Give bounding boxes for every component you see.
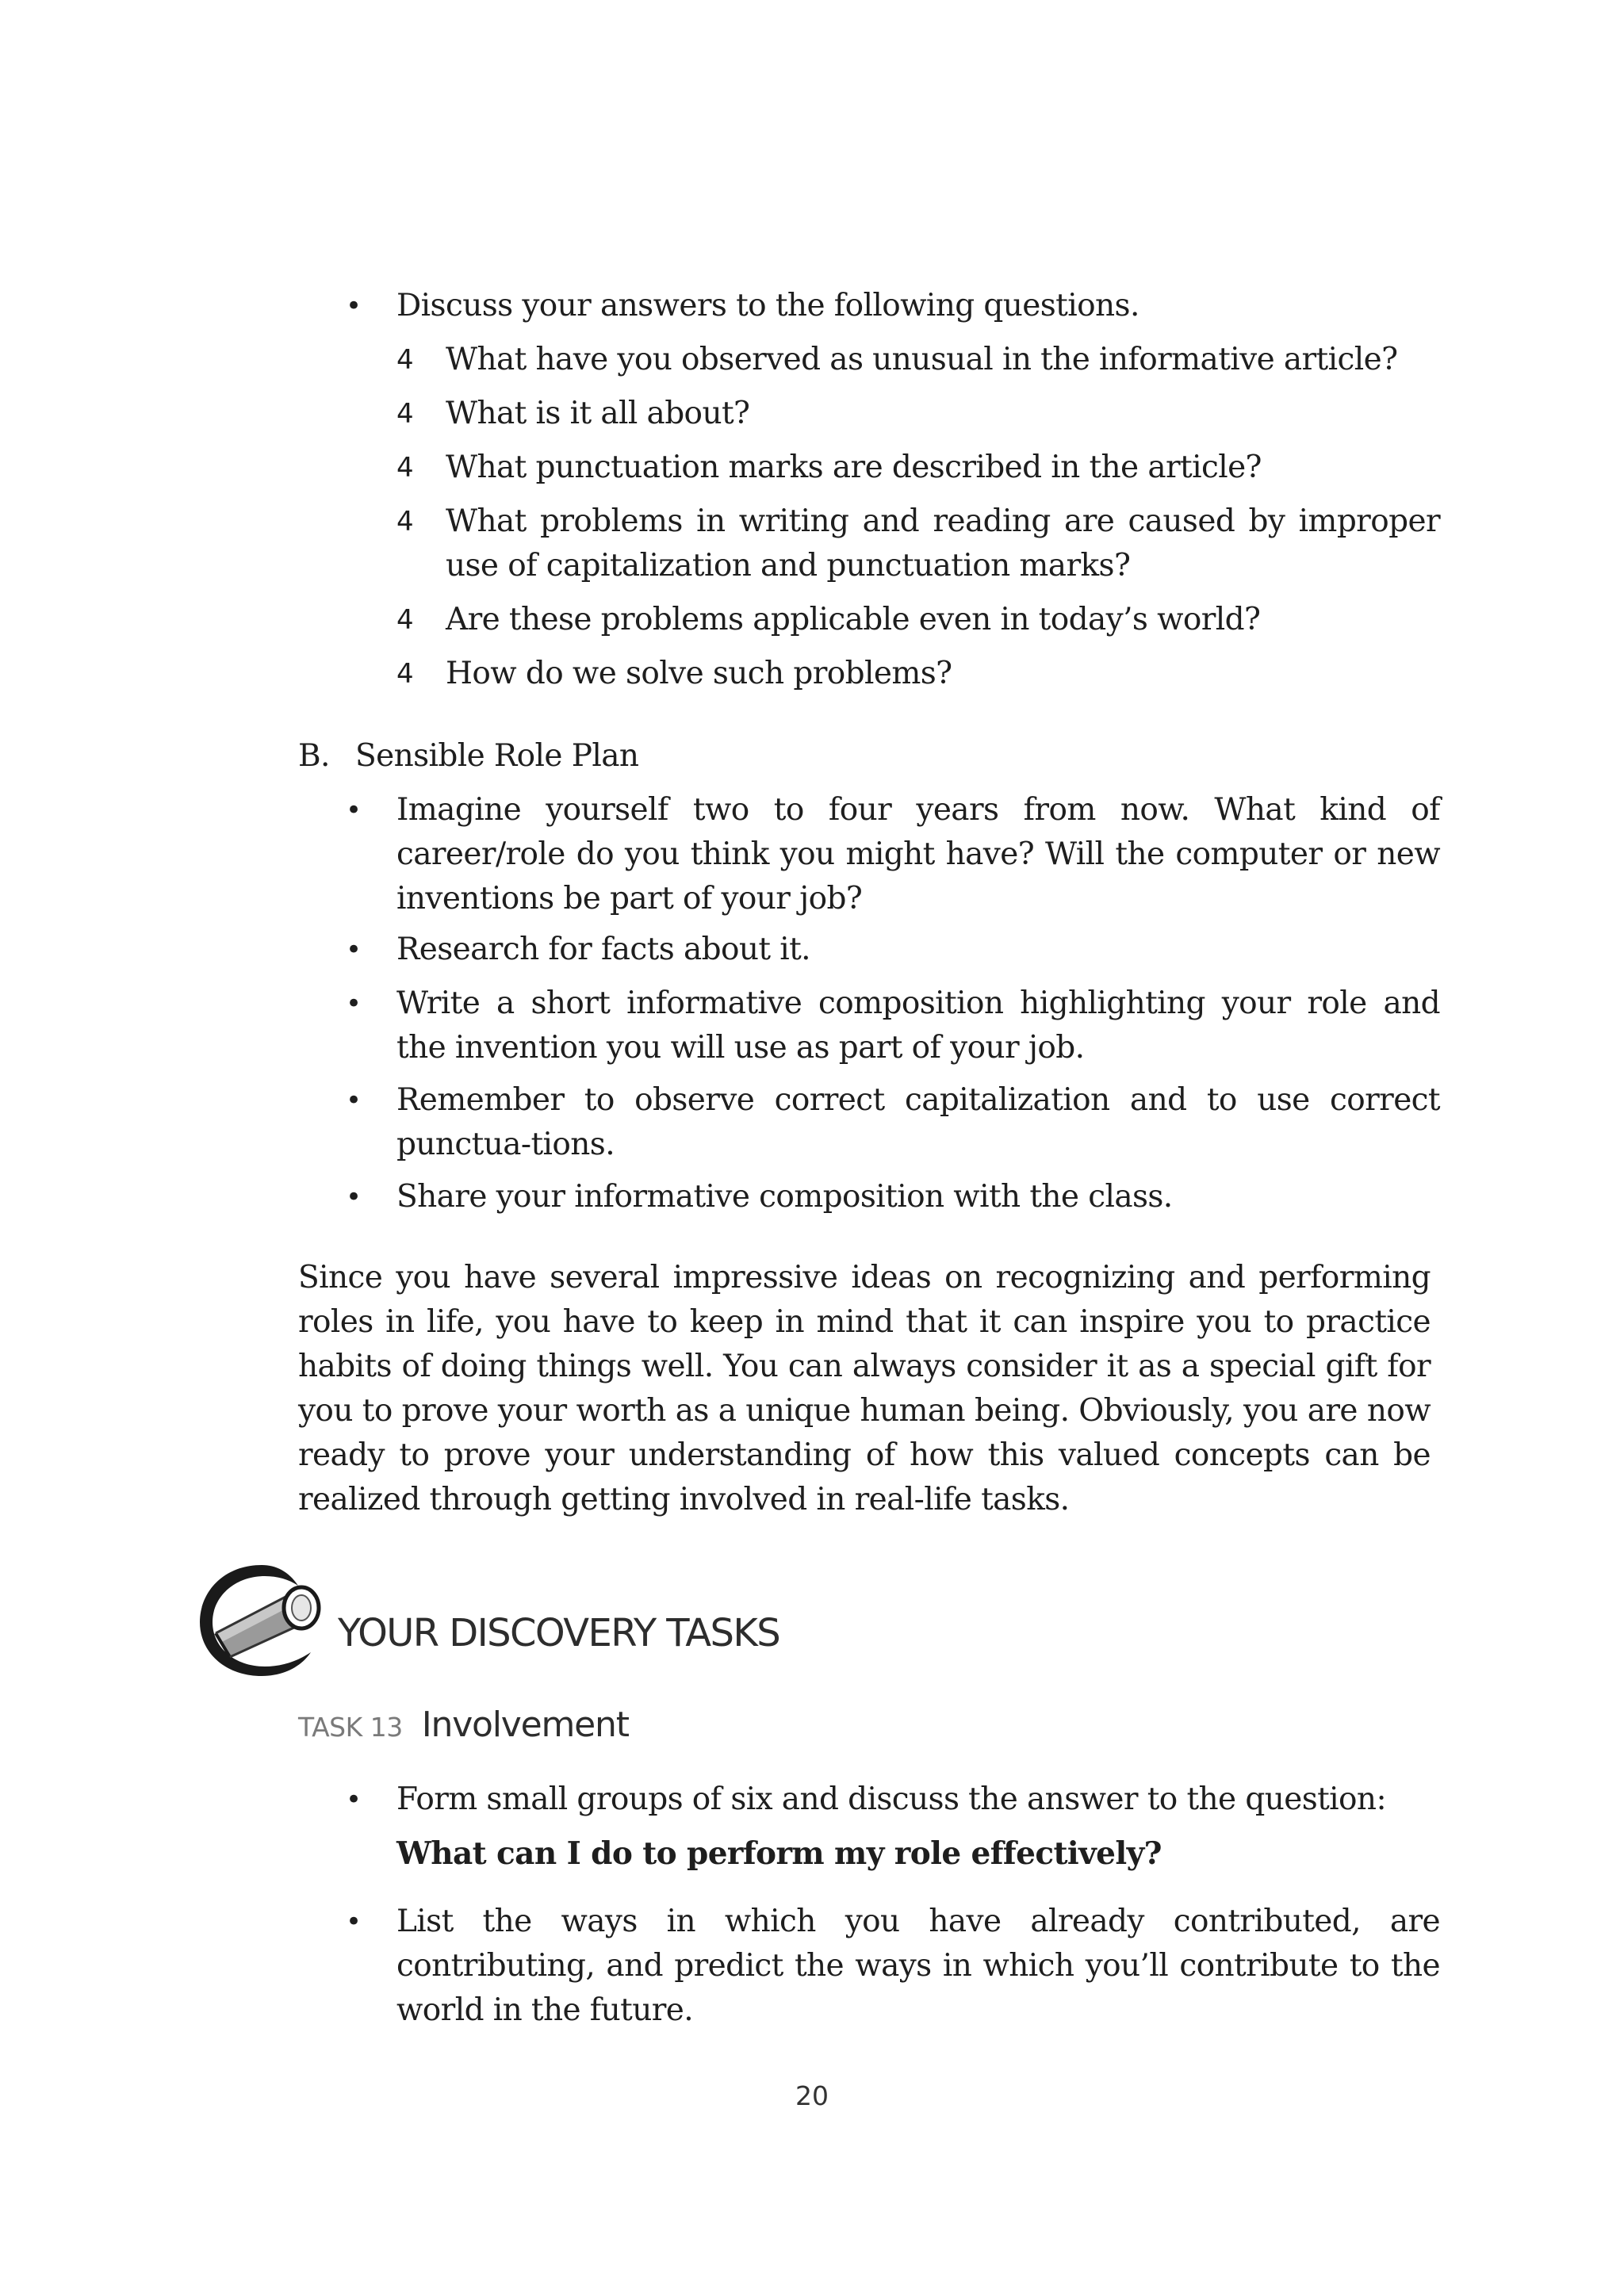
question-marker: 4 [396,658,414,690]
question-item [396,338,1440,382]
task-heading [298,1705,629,1745]
list-item [346,982,1440,1070]
question-marker: 4 [396,452,414,484]
section-b-letter: B. [298,738,330,774]
question-marker: 4 [396,506,414,538]
bullet-marker: • [346,794,362,826]
bullet-marker: • [346,1906,362,1938]
list-item-text: Imagine yourself two to four years from now. What kind of career/role do you think you might have? Will the computer or new inventions be part of your job? [396,792,1440,916]
bullet-marker: • [346,1181,362,1213]
telescope-icon [195,1560,328,1681]
question-text: What have you observed as unusual in the informative article? [446,342,1398,377]
question-marker: 4 [396,398,414,430]
task-label: TASK 13 [298,1712,403,1743]
task-title: Involvement [421,1705,629,1745]
bullet-marker: • [346,1784,362,1816]
list-item [346,1777,1440,1822]
question-text: What problems in writing and reading are caused by improper use of capitalization and punctuation marks? [446,503,1440,584]
list-item-text: Write a short informative composition highlighting your role and the invention you will use as part of your job. [396,985,1440,1066]
page-number: 20 [795,2080,829,2111]
question-text: How do we solve such problems? [446,656,952,691]
question-item [396,392,1440,436]
bullet-marker: • [346,1085,362,1116]
section-b-heading [298,734,638,779]
list-item [346,928,1440,972]
list-item-text: Research for facts about it. [396,932,810,967]
list-item-text: List the ways in which you have already contributed, are contributing, and predict the ways in which you’ll contribute to the world in the future. [396,1904,1440,2028]
question-item [396,652,1440,696]
discussion-intro-text: Discuss your answers to the following questions. [396,288,1139,323]
question-item [396,446,1440,490]
list-item [346,1175,1440,1219]
list-item-text: Form small groups of six and discuss the answer to the question: [396,1781,1386,1817]
question-text: What is it all about? [446,396,750,431]
question-item [396,598,1440,642]
list-item-text: Remember to observe correct capitalization and to use correct punctua-tions. [396,1082,1440,1162]
question-item [396,499,1440,588]
key-question: What can I do to perform my role effectively? [396,1835,1162,1872]
section-b-title: Sensible Role Plan [355,738,639,774]
list-item [346,1078,1440,1167]
bullet-marker: • [346,934,362,966]
list-item-text: Share your informative composition with the class. [396,1179,1173,1215]
list-item [346,788,1440,921]
discussion-intro [346,284,1440,328]
question-marker: 4 [396,344,414,376]
question-marker: 4 [396,604,414,636]
bullet-marker: • [346,290,362,322]
question-text: What punctuation marks are described in the article? [446,450,1262,485]
section-heading: YOUR DISCOVERY TASKS [338,1611,780,1655]
list-item [346,1900,1440,2033]
question-text: Are these problems applicable even in today’s world? [446,602,1261,637]
body-paragraph: Since you have several impressive ideas on recognizing and performing roles in life, you have to keep in mind that it can inspire you to practice habits of doing things well. You can always consider it as a special gift for you to prove your worth as a unique human being. Obviously, you are now ready to prove your understanding of how this valued concepts can be realized through getting involved in real-life tasks. [298,1260,1431,1517]
bullet-marker: • [346,988,362,1020]
